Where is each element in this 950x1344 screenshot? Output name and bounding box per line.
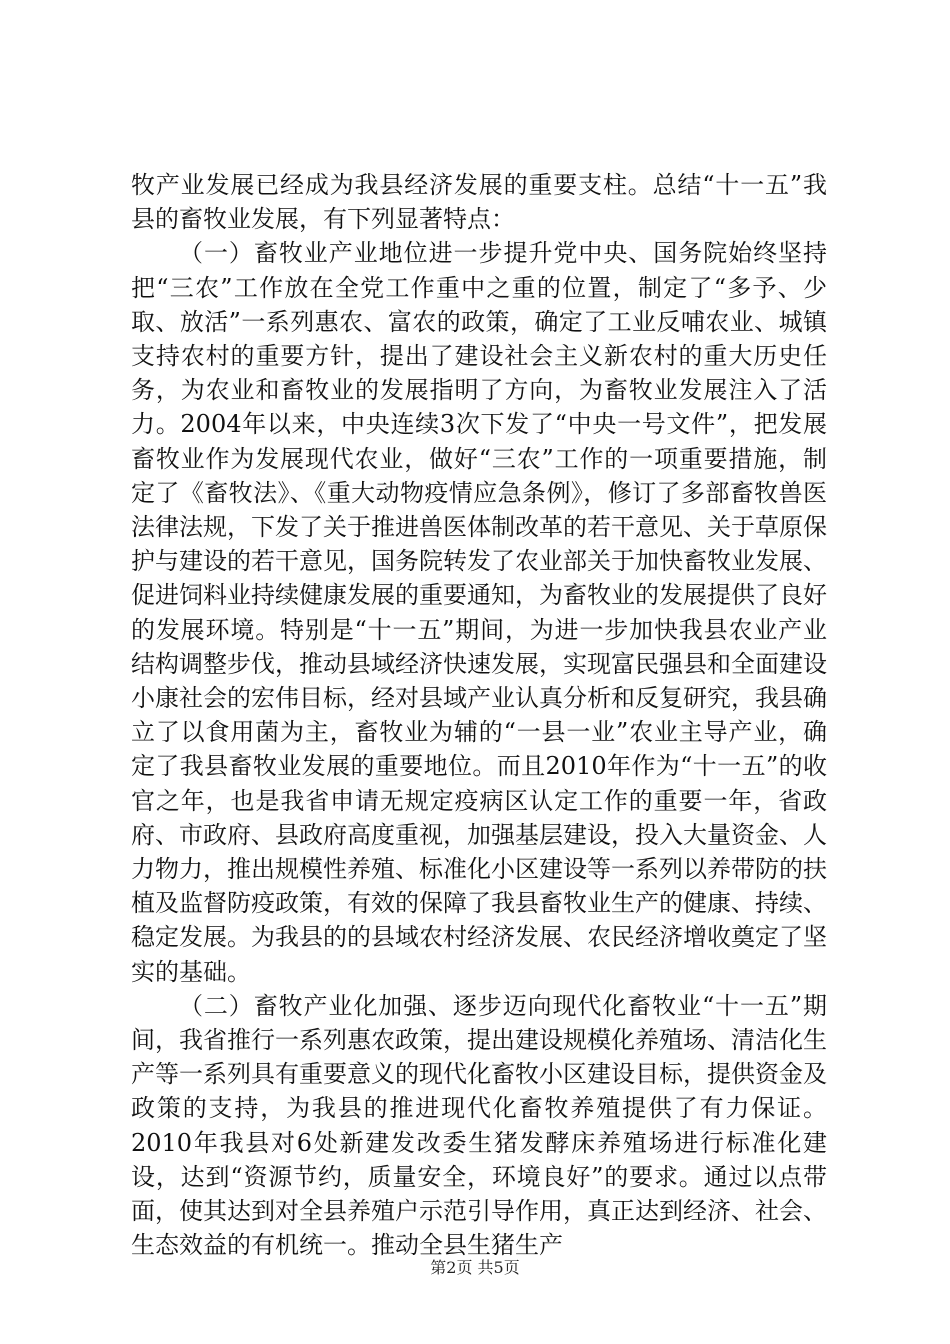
document-body <box>131 168 827 1263</box>
paragraph-section-one: （一）畜牧业产业地位进一步提升党中央、国务院始终坚持把“三农”工作放在全党工作重中之重的位置，制定了“多予、少取、放活”一系列惠农、富农的政策，确定了工业反哺农业、城镇支持农村的重要方针，提出了建设社会主义新农村的重大历史任务，为农业和畜牧业的发展指明了方向，为畜牧业发展注入了活力。2004年以来，中央连续3次下发了“中央一号文件”，把发展畜牧业作为发展现代农业，做好“三农”工作的一项重要措施，制定了《畜牧法》、《重大动物疫情应急条例》，修订了多部畜牧兽医法律法规，下发了关于推进兽医体制改革的若干意见、关于草原保护与建设的若干意见，国务院转发了农业部关于加快畜牧业发展、促进饲料业持续健康发展的重要通知，为畜牧业的发展提供了良好的发展环境。特别是“十一五”期间，为进一步加快我县农业产业结构调整步伐，推动县域经济快速发展，实现富民强县和全面建设小康社会的宏伟目标，经对县域产业认真分析和反复研究，我县确立了以食用菌为主，畜牧业为辅的“一县一业”农业主导产业，确定了我县畜牧业发展的重要地位。而且2010年作为“十一五”的收官之年，也是我省申请无规定疫病区认定工作的重要一年，省政府、市政府、县政府高度重视，加强基层建设，投入大量资金、人力物力，推出规模性养殖、标准化小区建设等一系列以养带防的扶植及监督防疫政策，有效的保障了我县畜牧业生产的健康、持续、稳定发展。为我县的的县域农村经济发展、农民经济增收奠定了坚实的基础。 <box>131 239 827 986</box>
page-number-footer: 第2页 共5页 <box>430 1258 520 1277</box>
paragraph-continuation: 牧产业发展已经成为我县经济发展的重要支柱。总结“十一五”我县的畜牧业发展，有下列显著特点： <box>131 171 827 234</box>
paragraph-section-two: （二）畜牧产业化加强、逐步迈向现代化畜牧业“十一五”期间，我省推行一系列惠农政策，提出建设规模化养殖场、清洁化生产等一系列具有重要意义的现代化畜牧小区建设目标，提供资金及政策的支持，为我县的推进现代化畜牧养殖提供了有力保证。2010年我县对6处新建发改委生猪发酵床养殖场进行标准化建设，达到“资源节约，质量安全，环境良好”的要求。通过以点带面，使其达到对全县养殖户示范引导作用，真正达到经济、社会、生态效益的有机统一。推动全县生猪生产 <box>131 991 827 1260</box>
